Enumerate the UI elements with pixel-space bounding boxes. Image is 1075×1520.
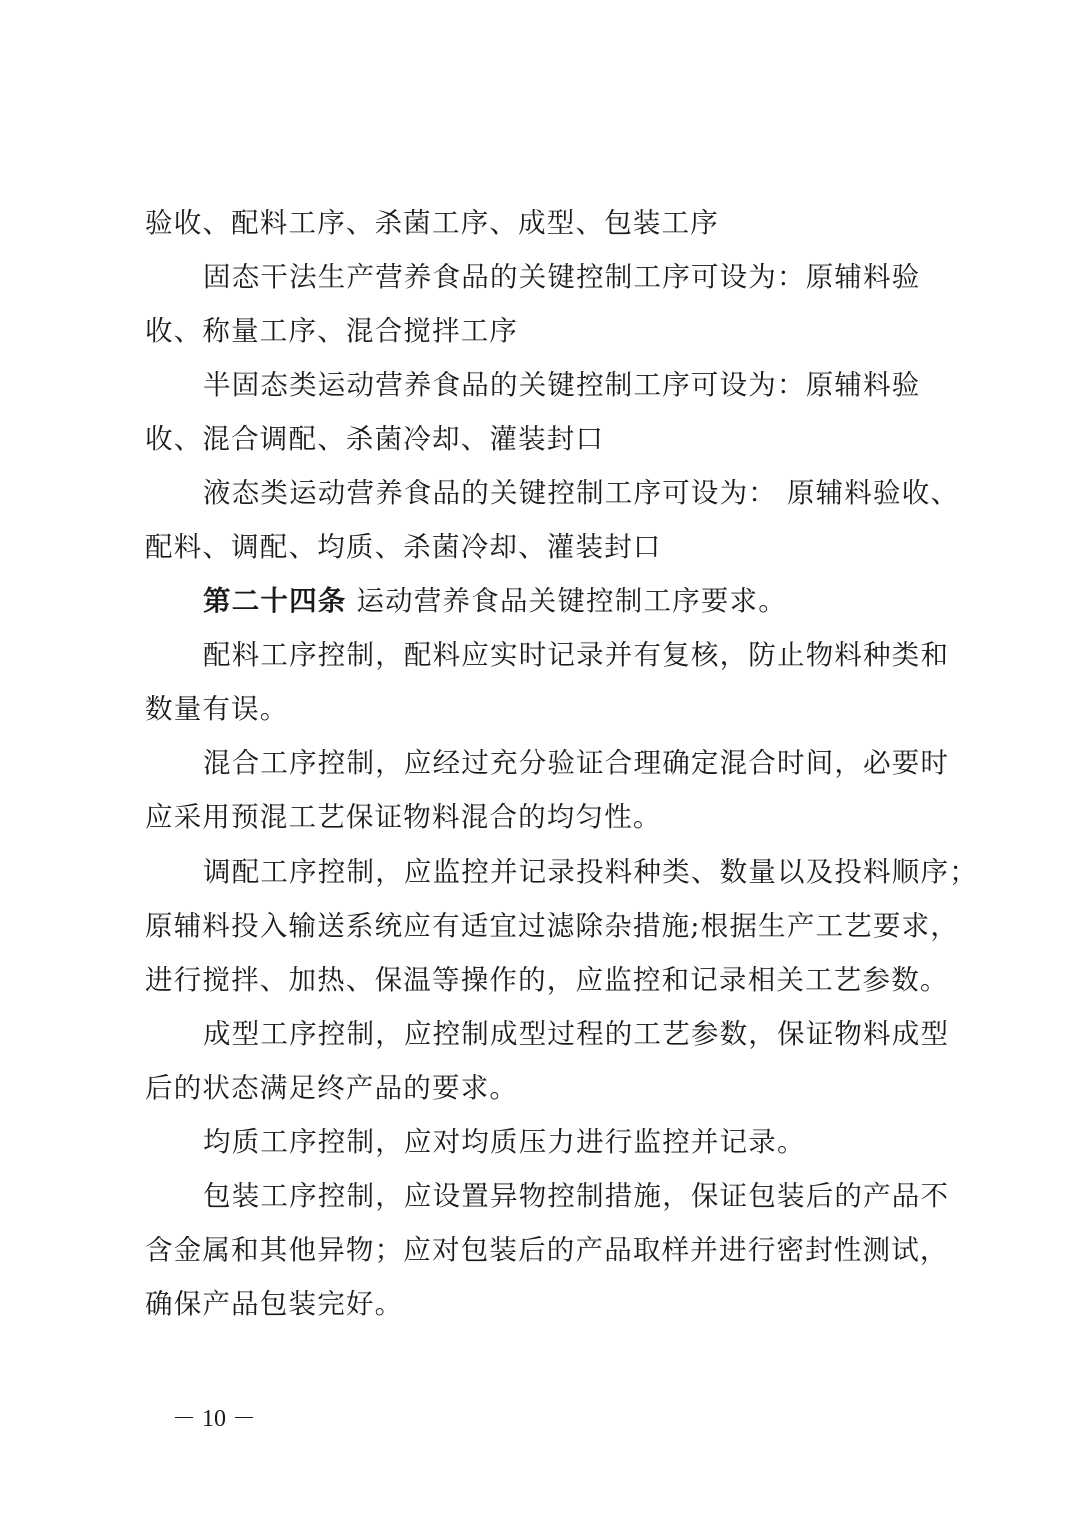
paragraph-blending-line-2 <box>145 909 959 943</box>
paragraph-semi-solid-start <box>203 368 921 402</box>
paragraph-forming-start <box>203 1017 949 1051</box>
line-text: 成型工序控制，应控制成型过程的工艺参数，保证物料成型 <box>203 1018 950 1050</box>
article-label: 第二十四条 <box>203 585 347 617</box>
line-text: 数量有误。 <box>145 693 289 725</box>
line-text: 进行搅拌、加热、保温等操作的，应监控和记录相关工艺参数。 <box>145 964 949 996</box>
paragraph-packaging-line-1 <box>203 1179 949 1213</box>
paragraph-homogenizing <box>203 1125 806 1159</box>
paragraph-mixing-start <box>203 746 949 780</box>
paragraph-packaging-line-2 <box>145 1233 949 1267</box>
line-text: 液态类运动营养食品的关键控制工序可设为： 原辅料验收、 <box>203 477 960 509</box>
text-line-continuation-1 <box>145 206 719 240</box>
paragraph-blending-line-3 <box>145 963 949 997</box>
line-text: 验收、配料工序、杀菌工序、成型、包装工序 <box>145 207 719 239</box>
page-number: － 10 － <box>172 1406 256 1432</box>
paragraph-solid-dry-end <box>145 314 518 348</box>
paragraph-liquid-end <box>145 530 662 564</box>
line-text: 均质工序控制，应对均质压力进行监控并记录。 <box>203 1126 806 1158</box>
line-text: 包装工序控制，应设置异物控制措施，保证包装后的产品不 <box>203 1180 950 1212</box>
paragraph-semi-solid-end <box>145 422 604 456</box>
paragraph-packaging-line-3 <box>145 1287 403 1321</box>
line-text: 收、混合调配、杀菌冷却、灌装封口 <box>145 423 605 455</box>
line-text: 收、称量工序、混合搅拌工序 <box>145 315 519 347</box>
paragraph-mixing-end <box>145 800 662 834</box>
article-title: 运动营养食品关键控制工序要求。 <box>346 585 787 617</box>
line-text: 配料工序控制，配料应实时记录并有复核，防止物料种类和 <box>203 639 950 671</box>
line-text: 后的状态满足终产品的要求。 <box>145 1072 519 1104</box>
article-24-heading <box>203 584 787 618</box>
line-text: 应采用预混工艺保证物料混合的均匀性。 <box>145 801 662 833</box>
line-text: 调配工序控制，应监控并记录投料种类、数量以及投料顺序； <box>203 856 978 888</box>
paragraph-blending-line-1 <box>203 855 978 889</box>
line-text: 半固态类运动营养食品的关键控制工序可设为：原辅料验 <box>203 369 921 401</box>
paragraph-liquid-start <box>203 476 959 510</box>
line-text: 配料、调配、均质、杀菌冷却、灌装封口 <box>145 531 662 563</box>
line-text: 含金属和其他异物；应对包装后的产品取样并进行密封性测试， <box>145 1234 949 1266</box>
paragraph-solid-dry-start <box>203 260 921 294</box>
line-text: 原辅料投入输送系统应有适宜过滤除杂措施;根据生产工艺要求， <box>145 910 960 942</box>
line-text: 确保产品包装完好。 <box>145 1288 404 1320</box>
paragraph-batching-end <box>145 692 289 726</box>
line-text: 混合工序控制，应经过充分验证合理确定混合时间，必要时 <box>203 747 950 779</box>
line-text: 固态干法生产营养食品的关键控制工序可设为：原辅料验 <box>203 261 921 293</box>
paragraph-forming-end <box>145 1071 518 1105</box>
paragraph-batching-start <box>203 638 949 672</box>
